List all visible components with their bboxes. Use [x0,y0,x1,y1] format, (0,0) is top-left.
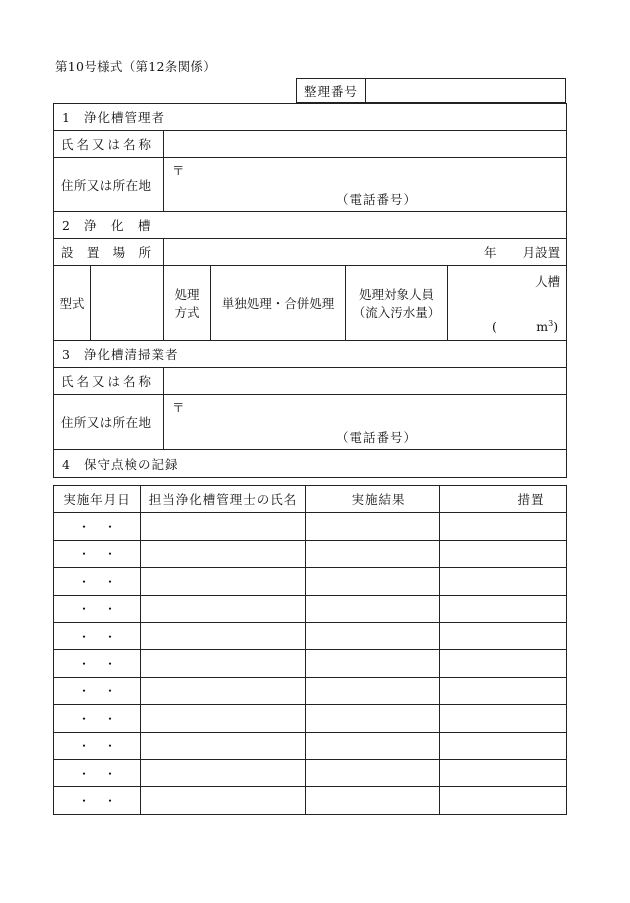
zip-mark: 〒 [172,400,185,415]
maintenance-record-table [53,485,567,815]
inspector-cell[interactable] [141,787,306,814]
date-cell[interactable]: ・・ [54,759,141,786]
date-cell[interactable]: ・・ [54,568,141,595]
phone-label: （電話番号） [336,430,418,445]
result-cell[interactable] [306,787,440,814]
action-cell[interactable] [440,732,567,759]
date-cell[interactable]: ・・ [54,595,141,622]
action-cell[interactable] [440,540,567,567]
inspector-cell[interactable] [141,650,306,677]
result-cell[interactable] [306,705,440,732]
location-field[interactable]: 年 月設置 [164,239,567,266]
manager-address-field[interactable] [164,158,567,212]
section-2-header: 2 浄 化 槽 [54,212,567,239]
result-cell[interactable] [306,540,440,567]
action-cell[interactable] [440,595,567,622]
date-cell[interactable]: ・・ [54,513,141,540]
section-3-header: 3 浄化槽清掃業者 [54,341,567,368]
result-cell[interactable] [306,595,440,622]
target-persons-label: 処理対象人員 （流入汚水量） [346,266,448,341]
inspector-cell[interactable] [141,595,306,622]
table-row [54,513,567,540]
inspector-cell[interactable] [141,759,306,786]
table-row [54,568,567,595]
seiri-bango-field[interactable] [366,79,565,102]
treatment-method-label: 処理 方式 [164,266,211,341]
header-date: 実施年月日 [54,486,141,513]
phone-label: （電話番号） [336,192,418,207]
result-cell[interactable] [306,650,440,677]
table-row [54,787,567,814]
seiri-bango-box [296,78,566,103]
table-row [54,732,567,759]
header-action: 措置 [440,486,567,513]
action-cell[interactable] [440,787,567,814]
action-cell[interactable] [440,622,567,649]
zip-mark: 〒 [172,163,185,178]
treatment-options[interactable]: 単独処理・合併処理 [211,266,346,341]
manager-name-label: 氏名又は名称 [54,131,164,158]
action-cell[interactable] [440,759,567,786]
seiri-bango-label: 整理番号 [297,79,366,102]
cleaner-name-label: 氏名又は名称 [54,368,164,395]
capacity-field[interactable]: 人槽 ( $m^3$) [448,266,567,341]
section-1-header: 1 浄化槽管理者 [54,104,567,131]
inspector-cell[interactable] [141,540,306,567]
result-cell[interactable] [306,677,440,704]
manager-name-field[interactable] [164,131,567,158]
table-row [54,650,567,677]
result-cell[interactable] [306,622,440,649]
action-cell[interactable] [440,568,567,595]
cleaner-address-field[interactable] [164,395,567,450]
action-cell[interactable] [440,705,567,732]
inspector-cell[interactable] [141,568,306,595]
inspector-cell[interactable] [141,732,306,759]
table-row [54,622,567,649]
cleaner-address-label: 住所又は所在地 [54,395,164,450]
cleaner-name-field[interactable] [164,368,567,395]
model-label: 型式 [54,266,91,341]
registration-table [53,103,567,478]
date-cell[interactable]: ・・ [54,540,141,567]
model-field[interactable] [91,266,164,341]
table-row [54,595,567,622]
date-cell[interactable]: ・・ [54,705,141,732]
table-row [54,677,567,704]
inspector-cell[interactable] [141,622,306,649]
date-cell[interactable]: ・・ [54,732,141,759]
section-4-header: 4 保守点検の記録 [54,450,567,478]
location-label: 設置場所 [54,239,164,266]
result-cell[interactable] [306,759,440,786]
date-cell[interactable]: ・・ [54,787,141,814]
table-row [54,705,567,732]
date-cell[interactable]: ・・ [54,677,141,704]
table-row [54,540,567,567]
header-result: 実施結果 [306,486,440,513]
inspector-cell[interactable] [141,513,306,540]
action-cell[interactable] [440,650,567,677]
result-cell[interactable] [306,732,440,759]
header-inspector: 担当浄化槽管理士の氏名 [141,486,306,513]
inspector-cell[interactable] [141,705,306,732]
result-cell[interactable] [306,568,440,595]
result-cell[interactable] [306,513,440,540]
action-cell[interactable] [440,677,567,704]
action-cell[interactable] [440,513,567,540]
manager-address-label: 住所又は所在地 [54,158,164,212]
table-row [54,759,567,786]
form-title: 第10号様式（第12条関係） [55,59,217,74]
date-cell[interactable]: ・・ [54,622,141,649]
inspector-cell[interactable] [141,677,306,704]
date-cell[interactable]: ・・ [54,650,141,677]
